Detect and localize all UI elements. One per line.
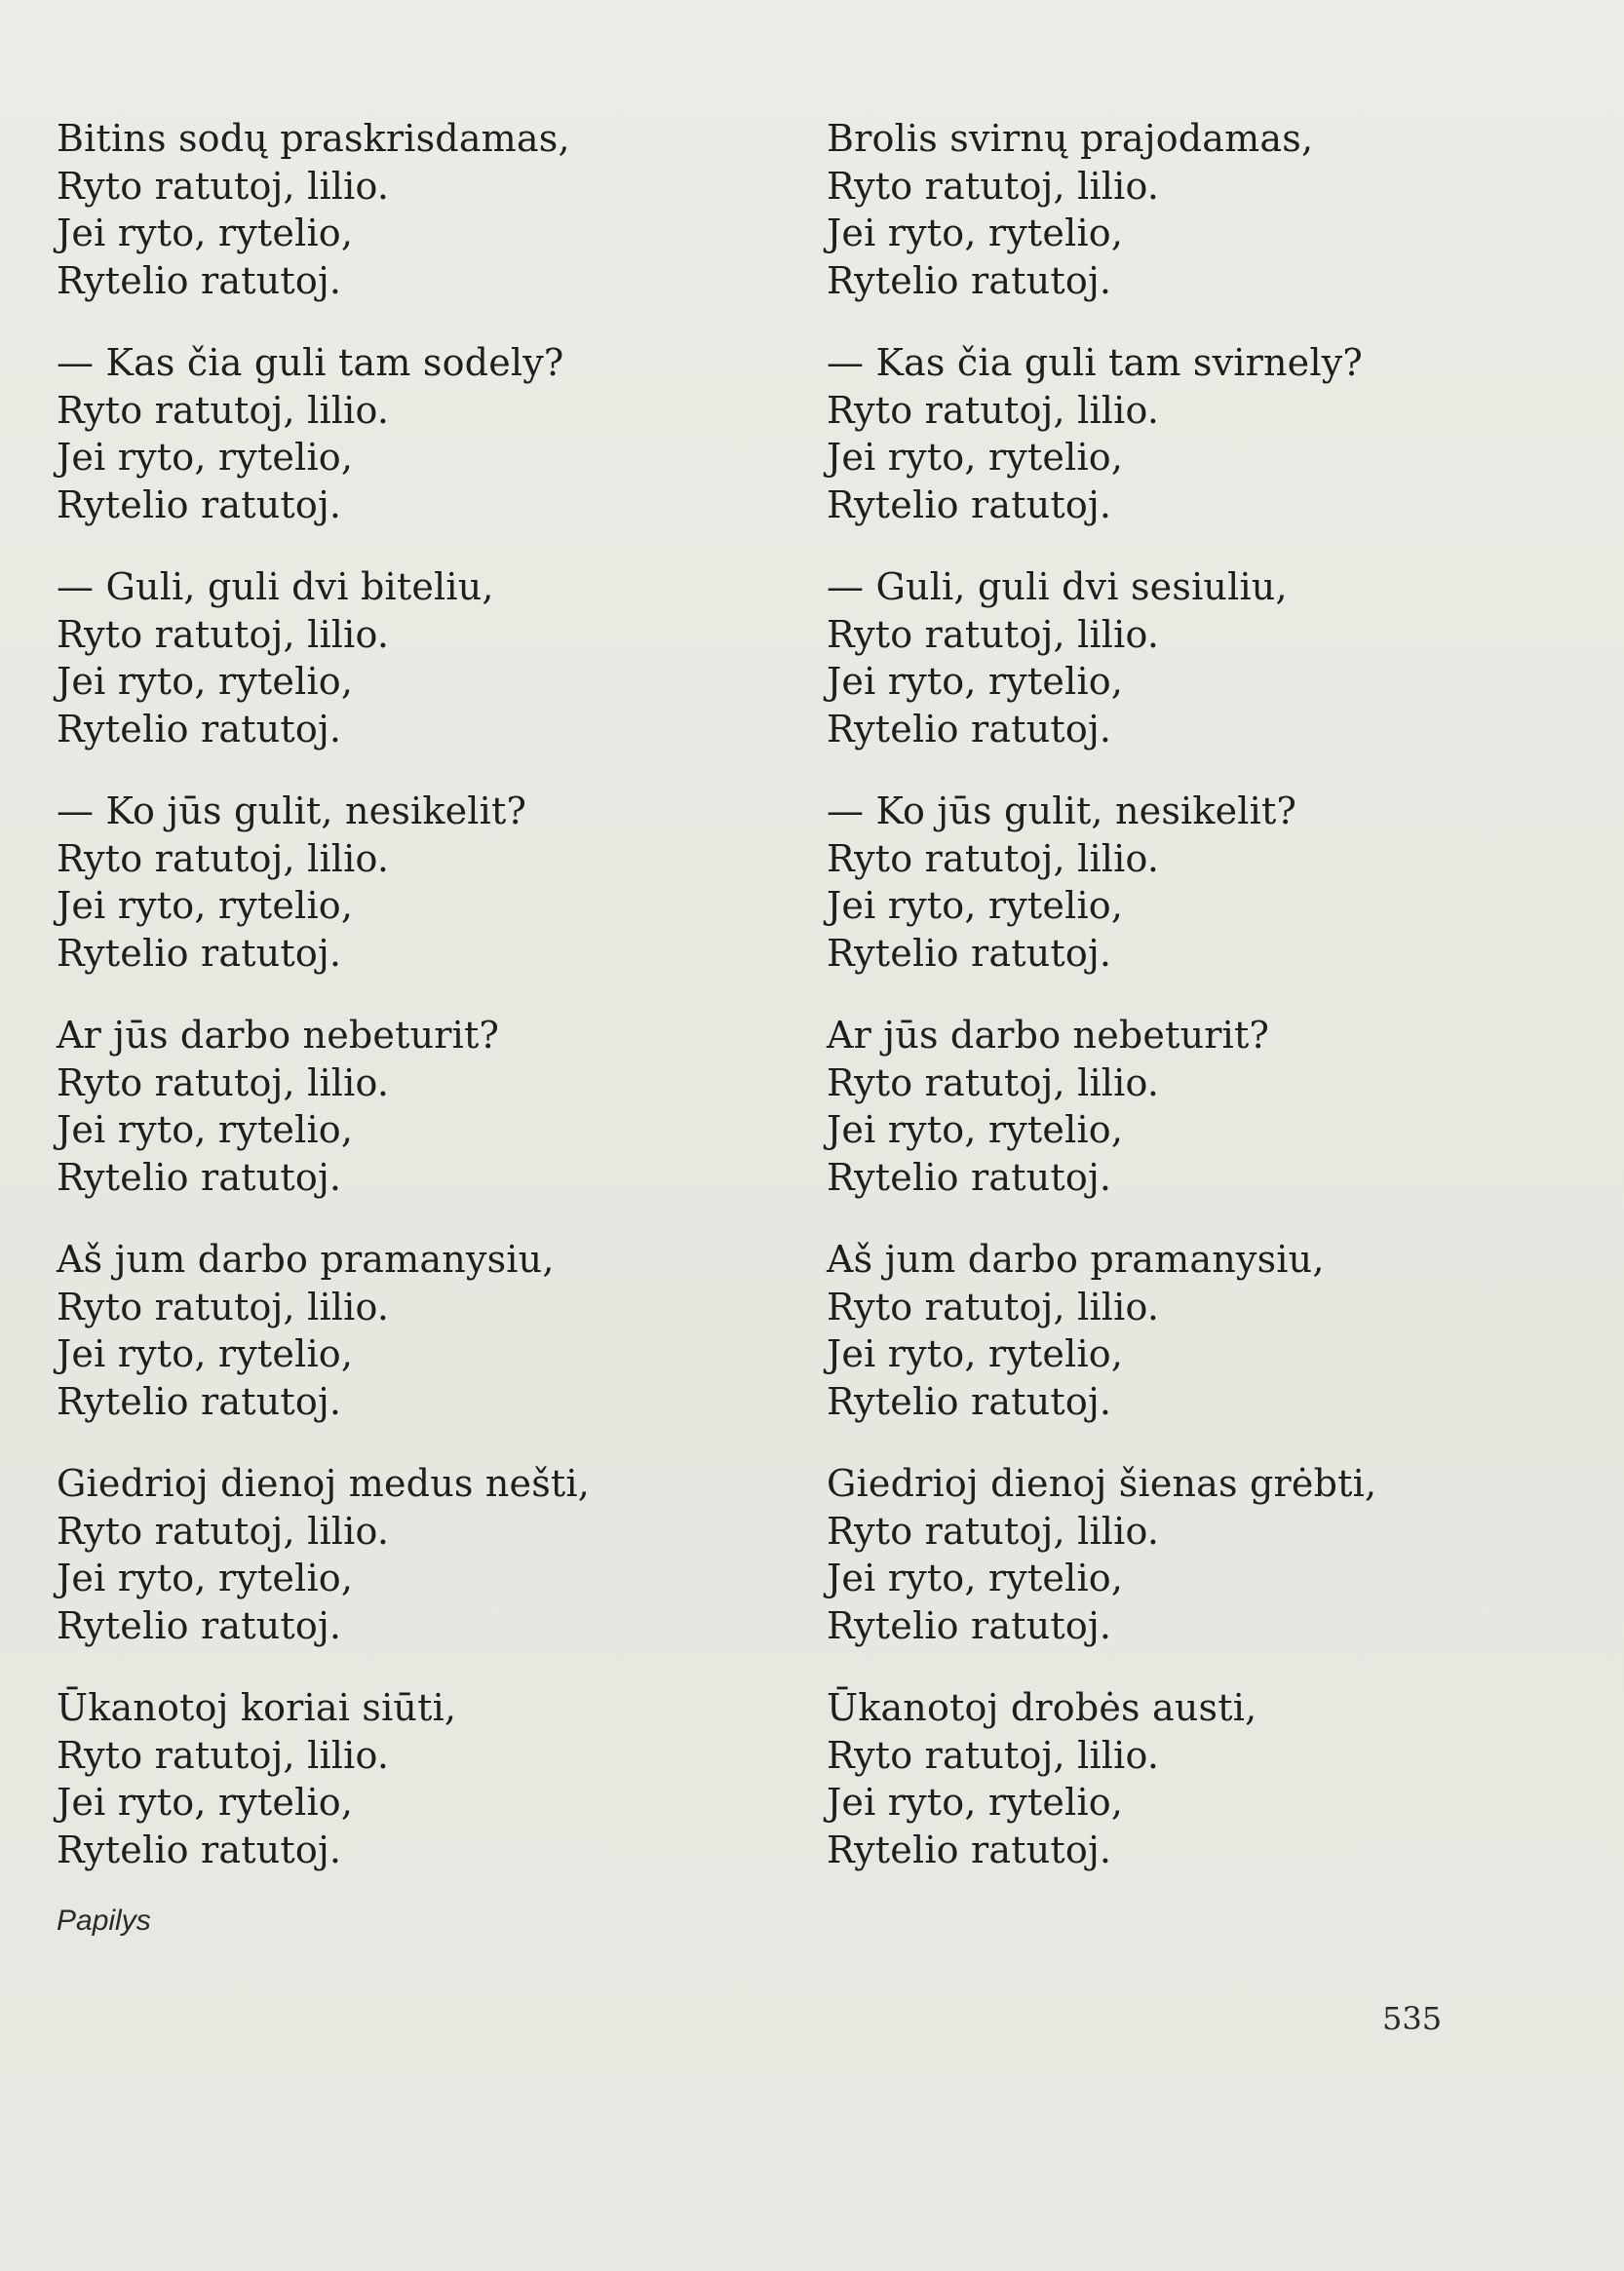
stanza-refrain-line: Jei ryto, rytelio, [57, 660, 354, 703]
stanza-refrain-line: Jei ryto, rytelio, [57, 1332, 354, 1375]
stanza [827, 788, 1470, 1012]
stanza-refrain-line: Rytelio ratutoj. [827, 258, 1112, 302]
stanza-refrain-line: Ryto ratutoj, lilio. [57, 1733, 390, 1777]
stanza-refrain-line: Ryto ratutoj, lilio. [827, 1285, 1160, 1328]
stanza-refrain-line: Jei ryto, rytelio, [827, 1332, 1124, 1375]
stanza-first-line: — Guli, guli dvi biteliu, [57, 565, 494, 608]
stanza-refrain-line: Rytelio ratutoj. [827, 1379, 1112, 1423]
left-column [57, 115, 700, 1908]
stanza [57, 788, 700, 1012]
stanza-refrain-line: Rytelio ratutoj. [827, 707, 1112, 751]
stanza-refrain-line: Jei ryto, rytelio, [57, 212, 354, 254]
stanza [57, 115, 700, 339]
stanza-refrain-line: Jei ryto, rytelio, [827, 436, 1124, 479]
stanza-refrain-line: Jei ryto, rytelio, [827, 660, 1124, 703]
stanza [827, 1012, 1470, 1236]
stanza [57, 1012, 700, 1236]
stanza-refrain-line: Jei ryto, rytelio, [57, 1781, 354, 1824]
stanza [57, 1684, 700, 1908]
stanza-first-line: — Ko jūs gulit, nesikelit? [827, 789, 1297, 832]
stanza-refrain-line: Ryto ratutoj, lilio. [57, 612, 390, 656]
stanza-refrain-line: Jei ryto, rytelio, [57, 1108, 354, 1151]
stanza-first-line: Giedrioj dienoj medus nešti, [57, 1462, 591, 1505]
stanza-first-line: Ar jūs darbo nebeturit? [57, 1014, 500, 1057]
stanza-refrain-line: Rytelio ratutoj. [57, 1379, 342, 1423]
stanza [57, 563, 700, 788]
stanza-refrain-line: Ryto ratutoj, lilio. [57, 388, 390, 432]
page-number: 535 [1382, 2000, 1443, 2037]
stanza [827, 1236, 1470, 1460]
stanza-refrain-line: Rytelio ratutoj. [827, 1828, 1112, 1871]
stanza-refrain-line: Ryto ratutoj, lilio. [827, 612, 1160, 656]
stanza-refrain-line: Rytelio ratutoj. [57, 707, 342, 751]
stanza-first-line: — Guli, guli dvi sesiuliu, [827, 565, 1288, 608]
stanza-refrain-line: Ryto ratutoj, lilio. [827, 164, 1160, 208]
stanza [827, 563, 1470, 788]
place-of-recording: Papilys [57, 1905, 151, 1937]
stanza-refrain-line: Jei ryto, rytelio, [827, 884, 1124, 927]
stanza-first-line: Bitins sodų praskrisdamas, [57, 117, 570, 160]
stanza [57, 339, 700, 563]
stanza-refrain-line: Ryto ratutoj, lilio. [827, 388, 1160, 432]
stanza-refrain-line: Ryto ratutoj, lilio. [827, 1733, 1160, 1777]
stanza-refrain-line: Ryto ratutoj, lilio. [827, 1060, 1160, 1104]
stanza-first-line: Ūkanotoj koriai siūti, [57, 1686, 457, 1729]
stanza-first-line: — Ko jūs gulit, nesikelit? [57, 789, 527, 832]
stanza-refrain-line: Rytelio ratutoj. [57, 1828, 342, 1871]
stanza-refrain-line: Ryto ratutoj, lilio. [57, 836, 390, 880]
stanza-first-line: Aš jum darbo pramanysiu, [57, 1238, 555, 1281]
stanza-refrain-line: Rytelio ratutoj. [827, 1603, 1112, 1647]
stanza-first-line: — Kas čia guli tam svirnely? [827, 341, 1363, 384]
stanza-refrain-line: Jei ryto, rytelio, [57, 1557, 354, 1599]
stanza-refrain-line: Jei ryto, rytelio, [827, 212, 1124, 254]
stanza [827, 1460, 1470, 1684]
stanza-first-line: Ar jūs darbo nebeturit? [827, 1014, 1270, 1057]
stanza [827, 339, 1470, 563]
stanza-refrain-line: Rytelio ratutoj. [57, 1603, 342, 1647]
stanza-refrain-line: Jei ryto, rytelio, [827, 1108, 1124, 1151]
stanza [827, 1684, 1470, 1908]
stanza [57, 1460, 700, 1684]
stanza-refrain-line: Jei ryto, rytelio, [57, 436, 354, 479]
stanza-refrain-line: Rytelio ratutoj. [827, 482, 1112, 526]
stanza-refrain-line: Rytelio ratutoj. [57, 258, 342, 302]
stanza-refrain-line: Jei ryto, rytelio, [827, 1781, 1124, 1824]
stanza-refrain-line: Rytelio ratutoj. [57, 482, 342, 526]
stanza-first-line: Aš jum darbo pramanysiu, [827, 1238, 1325, 1281]
right-column [827, 115, 1470, 1908]
stanza-first-line: Ūkanotoj drobės austi, [827, 1686, 1257, 1729]
stanza-refrain-line: Jei ryto, rytelio, [827, 1557, 1124, 1599]
stanza [57, 1236, 700, 1460]
stanza-refrain-line: Ryto ratutoj, lilio. [57, 1060, 390, 1104]
stanza-first-line: Brolis svirnų prajodamas, [827, 117, 1314, 160]
stanza-refrain-line: Ryto ratutoj, lilio. [827, 836, 1160, 880]
stanza-refrain-line: Ryto ratutoj, lilio. [827, 1509, 1160, 1553]
stanza-refrain-line: Rytelio ratutoj. [57, 931, 342, 975]
stanza-refrain-line: Rytelio ratutoj. [827, 931, 1112, 975]
stanza-refrain-line: Rytelio ratutoj. [827, 1155, 1112, 1199]
stanza-refrain-line: Rytelio ratutoj. [57, 1155, 342, 1199]
stanza-refrain-line: Ryto ratutoj, lilio. [57, 1509, 390, 1553]
stanza-first-line: — Kas čia guli tam sodely? [57, 341, 564, 384]
stanza [827, 115, 1470, 339]
stanza-refrain-line: Ryto ratutoj, lilio. [57, 164, 390, 208]
stanza-first-line: Giedrioj dienoj šienas grėbti, [827, 1462, 1377, 1505]
stanza-refrain-line: Ryto ratutoj, lilio. [57, 1285, 390, 1328]
stanza-refrain-line: Jei ryto, rytelio, [57, 884, 354, 927]
